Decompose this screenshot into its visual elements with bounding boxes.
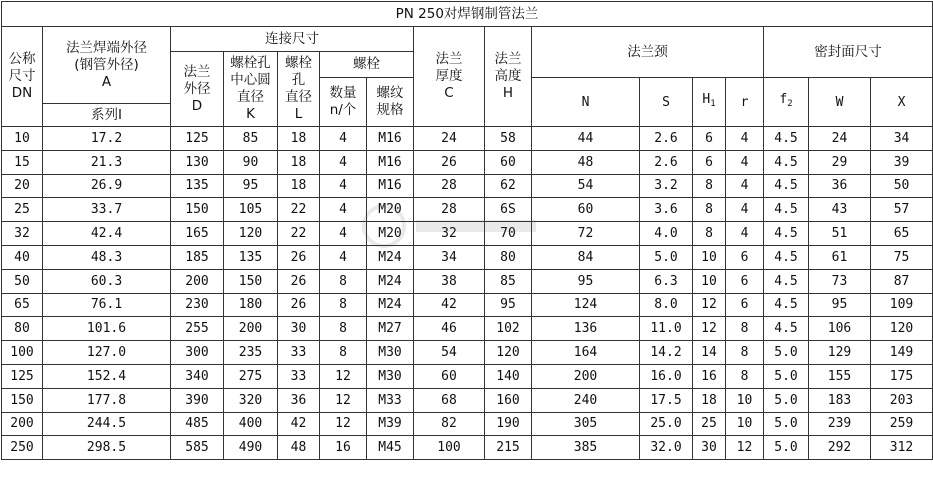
cell-neck-r: 8 bbox=[726, 317, 764, 341]
header-flange-neck: 法兰颈 bbox=[532, 27, 764, 78]
cell-seal-w: 239 bbox=[809, 412, 871, 436]
header-seal-face: 密封面尺寸 bbox=[764, 27, 933, 78]
cell-bolt-circle: 490 bbox=[224, 436, 278, 460]
cell-neck-h1: 30 bbox=[693, 436, 726, 460]
cell-flange-height: 62 bbox=[485, 174, 532, 198]
cell-seal-x: 149 bbox=[871, 341, 933, 365]
cell-flange-od: 185 bbox=[171, 245, 224, 269]
cell-weld-end-od: 298.5 bbox=[43, 436, 171, 460]
cell-flange-od: 135 bbox=[171, 174, 224, 198]
cell-bolt-thread: M16 bbox=[367, 174, 414, 198]
cell-flange-thickness: 32 bbox=[414, 222, 485, 246]
cell-flange-height: 160 bbox=[485, 388, 532, 412]
cell-seal-f2: 4.5 bbox=[764, 317, 809, 341]
header-seal-f2 bbox=[764, 78, 809, 127]
cell-bolt-hole-dia: 48 bbox=[278, 436, 320, 460]
cell-seal-f2: 4.5 bbox=[764, 174, 809, 198]
cell-weld-end-od: 177.8 bbox=[43, 388, 171, 412]
cell-neck-n: 60 bbox=[532, 198, 640, 222]
header-seal-x: X bbox=[871, 78, 933, 127]
cell-neck-r: 6 bbox=[726, 269, 764, 293]
cell-dn: 10 bbox=[2, 127, 43, 151]
cell-weld-end-od: 76.1 bbox=[43, 293, 171, 317]
header-seal-w: W bbox=[809, 78, 871, 127]
cell-neck-n: 305 bbox=[532, 412, 640, 436]
cell-neck-r: 4 bbox=[726, 127, 764, 151]
cell-flange-od: 340 bbox=[171, 364, 224, 388]
cell-neck-s: 25.0 bbox=[640, 412, 693, 436]
cell-seal-f2: 4.5 bbox=[764, 222, 809, 246]
cell-weld-end-od: 101.6 bbox=[43, 317, 171, 341]
cell-seal-w: 29 bbox=[809, 150, 871, 174]
flange-table-container bbox=[1, 1, 932, 482]
cell-dn: 150 bbox=[2, 388, 43, 412]
cell-neck-s: 11.0 bbox=[640, 317, 693, 341]
table-row bbox=[2, 269, 933, 293]
cell-bolt-hole-dia: 33 bbox=[278, 341, 320, 365]
table-row bbox=[2, 150, 933, 174]
cell-flange-thickness: 46 bbox=[414, 317, 485, 341]
cell-neck-h1: 10 bbox=[693, 269, 726, 293]
cell-seal-w: 43 bbox=[809, 198, 871, 222]
cell-bolt-hole-dia: 26 bbox=[278, 293, 320, 317]
cell-dn: 50 bbox=[2, 269, 43, 293]
cell-bolt-circle: 275 bbox=[224, 364, 278, 388]
cell-weld-end-od: 48.3 bbox=[43, 245, 171, 269]
cell-neck-h1: 6 bbox=[693, 127, 726, 151]
cell-seal-w: 129 bbox=[809, 341, 871, 365]
table-body bbox=[2, 127, 933, 460]
cell-seal-w: 155 bbox=[809, 364, 871, 388]
cell-flange-od: 125 bbox=[171, 127, 224, 151]
header-bolt-circle: 螺栓孔 中心圆 直径 K bbox=[224, 52, 278, 127]
cell-neck-h1: 6 bbox=[693, 150, 726, 174]
cell-neck-n: 48 bbox=[532, 150, 640, 174]
cell-neck-h1: 8 bbox=[693, 198, 726, 222]
header-flange-thickness: 法兰 厚度 C bbox=[414, 27, 485, 127]
cell-neck-h1: 14 bbox=[693, 341, 726, 365]
cell-flange-thickness: 28 bbox=[414, 174, 485, 198]
cell-seal-f2: 4.5 bbox=[764, 198, 809, 222]
cell-flange-od: 585 bbox=[171, 436, 224, 460]
cell-weld-end-od: 60.3 bbox=[43, 269, 171, 293]
cell-neck-h1: 16 bbox=[693, 364, 726, 388]
table-row bbox=[2, 245, 933, 269]
cell-bolt-qty: 4 bbox=[320, 150, 367, 174]
cell-weld-end-od: 244.5 bbox=[43, 412, 171, 436]
cell-dn: 80 bbox=[2, 317, 43, 341]
cell-seal-f2: 4.5 bbox=[764, 245, 809, 269]
cell-neck-h1: 12 bbox=[693, 293, 726, 317]
cell-flange-height: 58 bbox=[485, 127, 532, 151]
cell-neck-s: 6.3 bbox=[640, 269, 693, 293]
cell-neck-r: 6 bbox=[726, 245, 764, 269]
cell-bolt-qty: 4 bbox=[320, 245, 367, 269]
cell-bolt-qty: 4 bbox=[320, 127, 367, 151]
cell-bolt-hole-dia: 33 bbox=[278, 364, 320, 388]
cell-neck-n: 240 bbox=[532, 388, 640, 412]
cell-seal-x: 57 bbox=[871, 198, 933, 222]
cell-bolt-qty: 8 bbox=[320, 317, 367, 341]
cell-dn: 200 bbox=[2, 412, 43, 436]
cell-bolt-hole-dia: 30 bbox=[278, 317, 320, 341]
header-neck-r: r bbox=[726, 78, 764, 127]
cell-weld-end-od: 152.4 bbox=[43, 364, 171, 388]
table-row bbox=[2, 127, 933, 151]
cell-seal-w: 51 bbox=[809, 222, 871, 246]
cell-neck-s: 8.0 bbox=[640, 293, 693, 317]
cell-dn: 15 bbox=[2, 150, 43, 174]
cell-flange-height: 215 bbox=[485, 436, 532, 460]
cell-seal-w: 61 bbox=[809, 245, 871, 269]
cell-dn: 20 bbox=[2, 174, 43, 198]
cell-bolt-hole-dia: 18 bbox=[278, 150, 320, 174]
cell-bolt-thread: M30 bbox=[367, 364, 414, 388]
header-flange-od: 法兰 外径 D bbox=[171, 52, 224, 127]
cell-bolt-thread: M20 bbox=[367, 222, 414, 246]
cell-flange-od: 165 bbox=[171, 222, 224, 246]
table-row bbox=[2, 364, 933, 388]
cell-bolt-qty: 8 bbox=[320, 293, 367, 317]
cell-bolt-circle: 235 bbox=[224, 341, 278, 365]
table-row bbox=[2, 341, 933, 365]
cell-seal-x: 175 bbox=[871, 364, 933, 388]
cell-bolt-circle: 150 bbox=[224, 269, 278, 293]
cell-flange-thickness: 54 bbox=[414, 341, 485, 365]
header-bolt-hole-dia: 螺栓 孔 直径 L bbox=[278, 52, 320, 127]
cell-seal-f2: 5.0 bbox=[764, 341, 809, 365]
cell-seal-x: 65 bbox=[871, 222, 933, 246]
cell-dn: 32 bbox=[2, 222, 43, 246]
cell-bolt-qty: 8 bbox=[320, 341, 367, 365]
cell-bolt-thread: M27 bbox=[367, 317, 414, 341]
cell-bolt-qty: 8 bbox=[320, 269, 367, 293]
cell-dn: 25 bbox=[2, 198, 43, 222]
cell-bolt-thread: M16 bbox=[367, 150, 414, 174]
cell-bolt-circle: 200 bbox=[224, 317, 278, 341]
header-connection-dims: 连接尺寸 bbox=[171, 27, 414, 52]
cell-bolt-thread: M16 bbox=[367, 127, 414, 151]
cell-weld-end-od: 17.2 bbox=[43, 127, 171, 151]
header-neck-h1-subscript: 1 bbox=[710, 99, 716, 109]
header-bolt-thread: 螺纹 规格 bbox=[367, 78, 414, 127]
cell-seal-x: 259 bbox=[871, 412, 933, 436]
cell-dn: 125 bbox=[2, 364, 43, 388]
cell-dn: 100 bbox=[2, 341, 43, 365]
cell-flange-height: 6S bbox=[485, 198, 532, 222]
header-nominal-size: 公称 尺寸 DN bbox=[2, 27, 43, 127]
header-neck-h1-main: H bbox=[702, 92, 711, 107]
cell-neck-s: 16.0 bbox=[640, 364, 693, 388]
header-flange-height: 法兰 高度 H bbox=[485, 27, 532, 127]
cell-bolt-circle: 85 bbox=[224, 127, 278, 151]
cell-neck-r: 8 bbox=[726, 364, 764, 388]
cell-bolt-hole-dia: 42 bbox=[278, 412, 320, 436]
cell-flange-thickness: 82 bbox=[414, 412, 485, 436]
cell-seal-w: 24 bbox=[809, 127, 871, 151]
cell-seal-x: 87 bbox=[871, 269, 933, 293]
header-neck-s: S bbox=[640, 78, 693, 127]
cell-bolt-circle: 400 bbox=[224, 412, 278, 436]
cell-seal-f2: 5.0 bbox=[764, 412, 809, 436]
table-row bbox=[2, 412, 933, 436]
cell-flange-thickness: 42 bbox=[414, 293, 485, 317]
cell-flange-height: 95 bbox=[485, 293, 532, 317]
cell-seal-f2: 5.0 bbox=[764, 388, 809, 412]
cell-neck-n: 385 bbox=[532, 436, 640, 460]
table-row bbox=[2, 174, 933, 198]
cell-flange-od: 300 bbox=[171, 341, 224, 365]
cell-bolt-thread: M33 bbox=[367, 388, 414, 412]
cell-flange-thickness: 38 bbox=[414, 269, 485, 293]
cell-seal-f2: 5.0 bbox=[764, 436, 809, 460]
cell-bolt-thread: M39 bbox=[367, 412, 414, 436]
cell-bolt-hole-dia: 22 bbox=[278, 198, 320, 222]
cell-neck-h1: 12 bbox=[693, 317, 726, 341]
cell-neck-r: 10 bbox=[726, 388, 764, 412]
cell-flange-od: 230 bbox=[171, 293, 224, 317]
cell-neck-r: 4 bbox=[726, 198, 764, 222]
cell-neck-s: 4.0 bbox=[640, 222, 693, 246]
cell-bolt-thread: M30 bbox=[367, 341, 414, 365]
cell-bolt-hole-dia: 36 bbox=[278, 388, 320, 412]
header-neck-n: N bbox=[532, 78, 640, 127]
cell-flange-od: 485 bbox=[171, 412, 224, 436]
cell-neck-s: 2.6 bbox=[640, 127, 693, 151]
cell-bolt-qty: 12 bbox=[320, 412, 367, 436]
cell-neck-r: 8 bbox=[726, 341, 764, 365]
cell-neck-s: 2.6 bbox=[640, 150, 693, 174]
header-bolts: 螺栓 bbox=[320, 52, 414, 78]
cell-bolt-qty: 16 bbox=[320, 436, 367, 460]
header-neck-h1 bbox=[693, 78, 726, 127]
cell-bolt-thread: M24 bbox=[367, 293, 414, 317]
cell-bolt-circle: 95 bbox=[224, 174, 278, 198]
cell-neck-h1: 8 bbox=[693, 222, 726, 246]
cell-seal-w: 73 bbox=[809, 269, 871, 293]
cell-neck-n: 124 bbox=[532, 293, 640, 317]
cell-seal-x: 50 bbox=[871, 174, 933, 198]
cell-bolt-hole-dia: 22 bbox=[278, 222, 320, 246]
cell-weld-end-od: 42.4 bbox=[43, 222, 171, 246]
cell-seal-f2: 4.5 bbox=[764, 127, 809, 151]
cell-neck-s: 14.2 bbox=[640, 341, 693, 365]
cell-seal-w: 36 bbox=[809, 174, 871, 198]
cell-neck-h1: 10 bbox=[693, 245, 726, 269]
cell-bolt-thread: M24 bbox=[367, 245, 414, 269]
cell-flange-height: 60 bbox=[485, 150, 532, 174]
table-row bbox=[2, 436, 933, 460]
header-bolt-qty: 数量 n/个 bbox=[320, 78, 367, 127]
cell-bolt-circle: 320 bbox=[224, 388, 278, 412]
cell-dn: 250 bbox=[2, 436, 43, 460]
cell-seal-f2: 5.0 bbox=[764, 364, 809, 388]
cell-weld-end-od: 26.9 bbox=[43, 174, 171, 198]
cell-flange-od: 390 bbox=[171, 388, 224, 412]
cell-bolt-circle: 135 bbox=[224, 245, 278, 269]
cell-flange-height: 70 bbox=[485, 222, 532, 246]
flange-spec-table bbox=[1, 1, 933, 460]
cell-bolt-circle: 120 bbox=[224, 222, 278, 246]
cell-seal-x: 39 bbox=[871, 150, 933, 174]
cell-flange-thickness: 28 bbox=[414, 198, 485, 222]
table-row bbox=[2, 317, 933, 341]
cell-flange-od: 255 bbox=[171, 317, 224, 341]
cell-weld-end-od: 33.7 bbox=[43, 198, 171, 222]
table-title: PN 250对焊钢制管法兰 bbox=[2, 2, 933, 27]
cell-neck-r: 4 bbox=[726, 174, 764, 198]
cell-neck-n: 164 bbox=[532, 341, 640, 365]
cell-neck-s: 5.0 bbox=[640, 245, 693, 269]
cell-flange-od: 200 bbox=[171, 269, 224, 293]
cell-bolt-thread: M45 bbox=[367, 436, 414, 460]
cell-neck-r: 4 bbox=[726, 222, 764, 246]
header-weld-end-od: 法兰焊端外径 (钢管外径) A bbox=[43, 27, 171, 104]
cell-neck-n: 44 bbox=[532, 127, 640, 151]
cell-bolt-circle: 90 bbox=[224, 150, 278, 174]
cell-seal-x: 120 bbox=[871, 317, 933, 341]
header-seal-f2-main: f bbox=[779, 92, 788, 107]
cell-flange-thickness: 34 bbox=[414, 245, 485, 269]
cell-neck-h1: 8 bbox=[693, 174, 726, 198]
cell-flange-od: 130 bbox=[171, 150, 224, 174]
cell-flange-thickness: 68 bbox=[414, 388, 485, 412]
cell-bolt-thread: M24 bbox=[367, 269, 414, 293]
cell-bolt-qty: 12 bbox=[320, 388, 367, 412]
cell-dn: 40 bbox=[2, 245, 43, 269]
cell-bolt-qty: 4 bbox=[320, 222, 367, 246]
cell-neck-s: 3.6 bbox=[640, 198, 693, 222]
cell-neck-n: 95 bbox=[532, 269, 640, 293]
cell-flange-height: 85 bbox=[485, 269, 532, 293]
cell-seal-w: 106 bbox=[809, 317, 871, 341]
cell-neck-r: 4 bbox=[726, 150, 764, 174]
cell-bolt-thread: M20 bbox=[367, 198, 414, 222]
cell-flange-height: 190 bbox=[485, 412, 532, 436]
cell-neck-n: 200 bbox=[532, 364, 640, 388]
table-row bbox=[2, 222, 933, 246]
cell-bolt-circle: 180 bbox=[224, 293, 278, 317]
header-series: 系列I bbox=[43, 104, 171, 127]
cell-weld-end-od: 127.0 bbox=[43, 341, 171, 365]
cell-bolt-hole-dia: 18 bbox=[278, 127, 320, 151]
cell-bolt-qty: 4 bbox=[320, 174, 367, 198]
cell-neck-h1: 25 bbox=[693, 412, 726, 436]
table-row bbox=[2, 198, 933, 222]
cell-seal-x: 203 bbox=[871, 388, 933, 412]
cell-flange-thickness: 24 bbox=[414, 127, 485, 151]
cell-bolt-hole-dia: 26 bbox=[278, 245, 320, 269]
cell-bolt-hole-dia: 26 bbox=[278, 269, 320, 293]
cell-dn: 65 bbox=[2, 293, 43, 317]
cell-flange-thickness: 60 bbox=[414, 364, 485, 388]
cell-bolt-hole-dia: 18 bbox=[278, 174, 320, 198]
cell-neck-n: 84 bbox=[532, 245, 640, 269]
cell-neck-r: 10 bbox=[726, 412, 764, 436]
cell-bolt-circle: 105 bbox=[224, 198, 278, 222]
cell-flange-height: 120 bbox=[485, 341, 532, 365]
header-seal-f2-subscript: 2 bbox=[787, 99, 793, 109]
cell-flange-od: 150 bbox=[171, 198, 224, 222]
cell-neck-h1: 18 bbox=[693, 388, 726, 412]
cell-flange-height: 80 bbox=[485, 245, 532, 269]
cell-seal-w: 95 bbox=[809, 293, 871, 317]
cell-flange-thickness: 26 bbox=[414, 150, 485, 174]
cell-flange-height: 140 bbox=[485, 364, 532, 388]
cell-seal-f2: 4.5 bbox=[764, 269, 809, 293]
cell-neck-n: 54 bbox=[532, 174, 640, 198]
cell-seal-x: 312 bbox=[871, 436, 933, 460]
cell-neck-n: 136 bbox=[532, 317, 640, 341]
cell-neck-n: 72 bbox=[532, 222, 640, 246]
cell-seal-f2: 4.5 bbox=[764, 150, 809, 174]
cell-seal-f2: 4.5 bbox=[764, 293, 809, 317]
cell-neck-r: 6 bbox=[726, 293, 764, 317]
cell-seal-x: 75 bbox=[871, 245, 933, 269]
table-row bbox=[2, 388, 933, 412]
cell-neck-s: 17.5 bbox=[640, 388, 693, 412]
cell-flange-thickness: 100 bbox=[414, 436, 485, 460]
cell-neck-r: 12 bbox=[726, 436, 764, 460]
cell-flange-height: 102 bbox=[485, 317, 532, 341]
cell-weld-end-od: 21.3 bbox=[43, 150, 171, 174]
cell-seal-w: 292 bbox=[809, 436, 871, 460]
cell-bolt-qty: 12 bbox=[320, 364, 367, 388]
cell-seal-x: 34 bbox=[871, 127, 933, 151]
table-row bbox=[2, 293, 933, 317]
cell-neck-s: 32.0 bbox=[640, 436, 693, 460]
cell-bolt-qty: 4 bbox=[320, 198, 367, 222]
cell-neck-s: 3.2 bbox=[640, 174, 693, 198]
cell-seal-w: 183 bbox=[809, 388, 871, 412]
cell-seal-x: 109 bbox=[871, 293, 933, 317]
